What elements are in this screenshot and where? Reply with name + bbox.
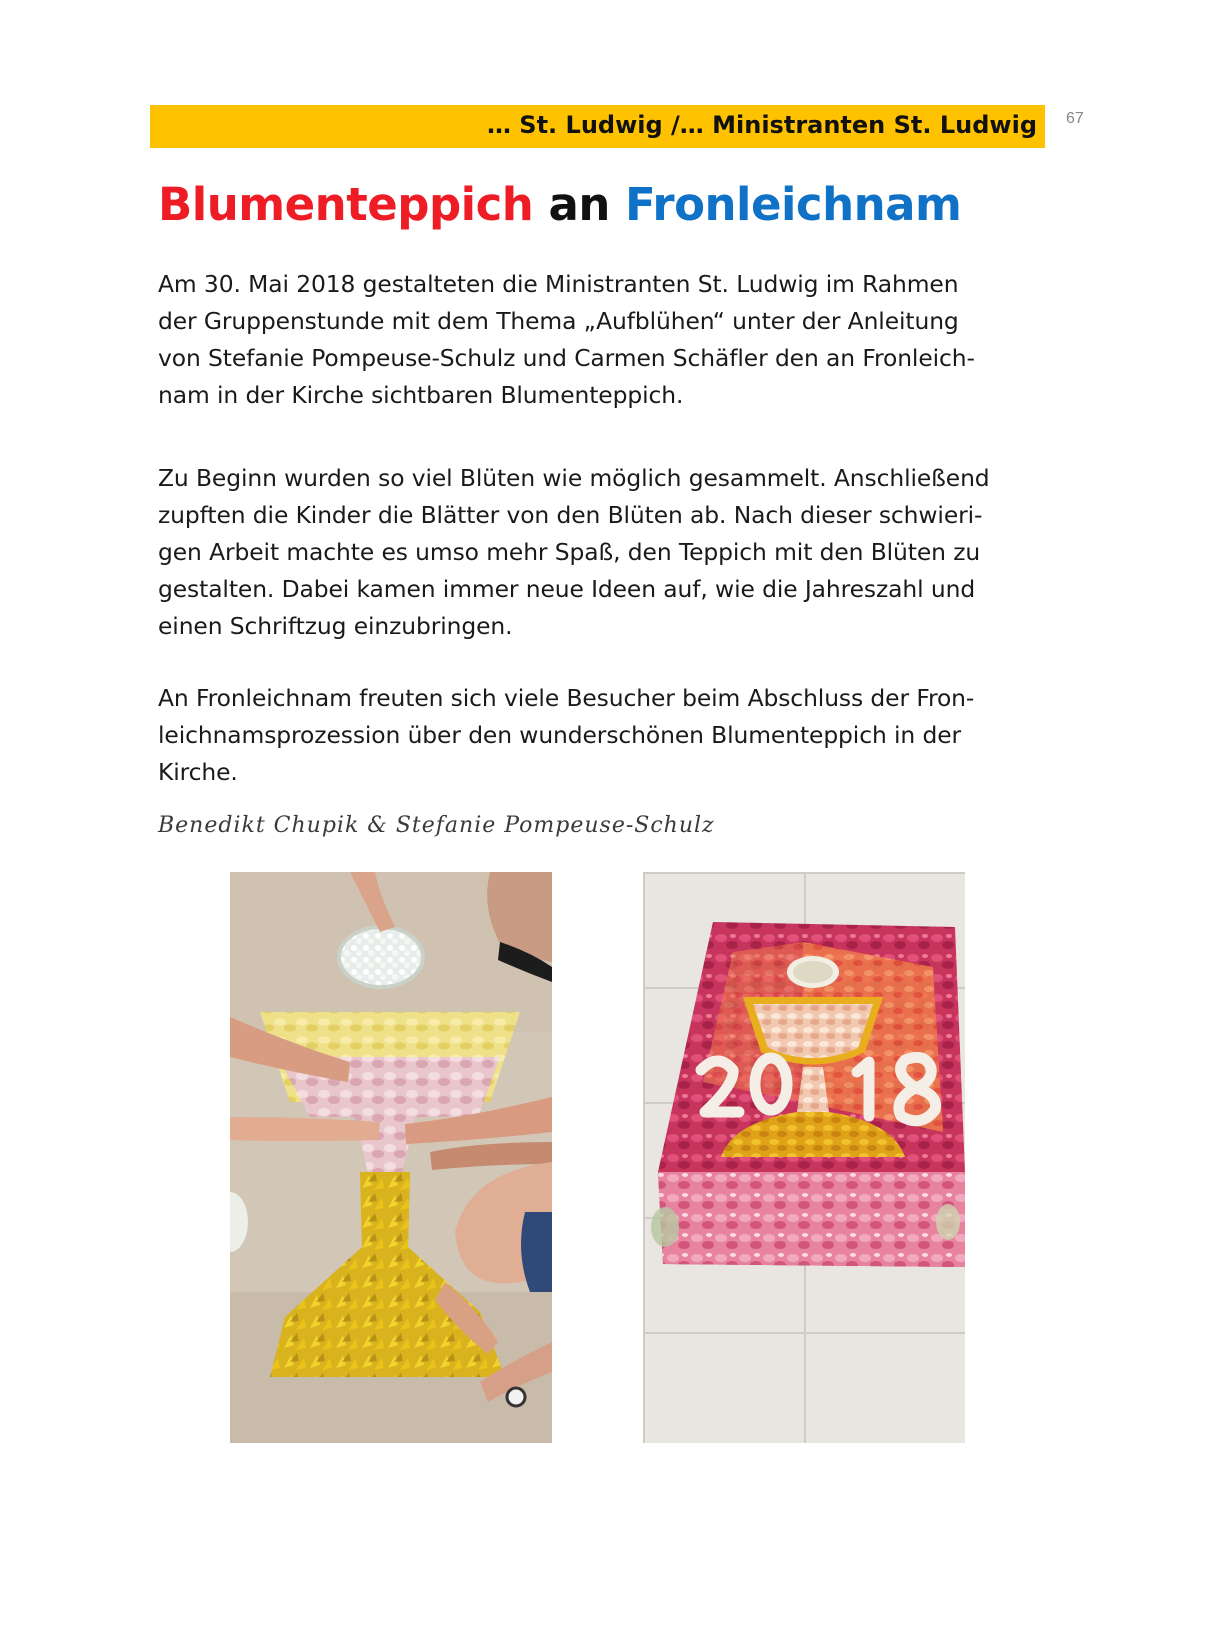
page-title [158,178,961,231]
text-line: von Stefanie Pompeuse-Schulz und Carmen Schäfler den an Fronleich- [158,344,975,372]
paragraph-process [158,460,1048,645]
text-line: Am 30. Mai 2018 gestalteten die Ministranten St. Ludwig im Rahmen [158,270,959,298]
text-line: nam in der Kirche sichtbaren Blumenteppich. [158,381,684,409]
header-bar [150,105,1045,148]
paragraph-result [158,680,1048,791]
title-part-blumenteppich: Blumenteppich [158,178,534,231]
photo-children-making-carpet [230,872,552,1443]
text-line: An Fronleichnam freuten sich viele Besucher beim Abschluss der Fron- [158,684,975,712]
text-line: Zu Beginn wurden so viel Blüten wie möglich gesammelt. Anschließend [158,464,990,492]
text-line: zupften die Kinder die Blätter von den Blüten ab. Nach dieser schwieri- [158,501,983,529]
paragraph-intro [158,266,1048,414]
photo-finished-flower-carpet [643,872,965,1443]
text-line: einen Schriftzug einzubringen. [158,612,513,640]
text-line: der Gruppenstunde mit dem Thema „Aufblühen“ unter der Anleitung [158,307,959,335]
text-line: gestalten. Dabei kamen immer neue Ideen auf, wie die Jahreszahl und [158,575,976,603]
text-line: gen Arbeit machte es umso mehr Spaß, den Teppich mit den Blüten zu [158,538,981,566]
page-number: 67 [1066,110,1084,127]
section-label: … St. Ludwig /… Ministranten St. Ludwig [486,111,1037,139]
author-signature: Benedikt Chupik & Stefanie Pompeuse-Schulz [158,813,715,838]
title-part-fronleichnam: Fronleichnam [625,178,962,231]
text-line: leichnamsprozession über den wunderschönen Blumenteppich in der [158,721,962,749]
title-part-an: an [533,178,626,231]
text-line: Kirche. [158,758,238,786]
